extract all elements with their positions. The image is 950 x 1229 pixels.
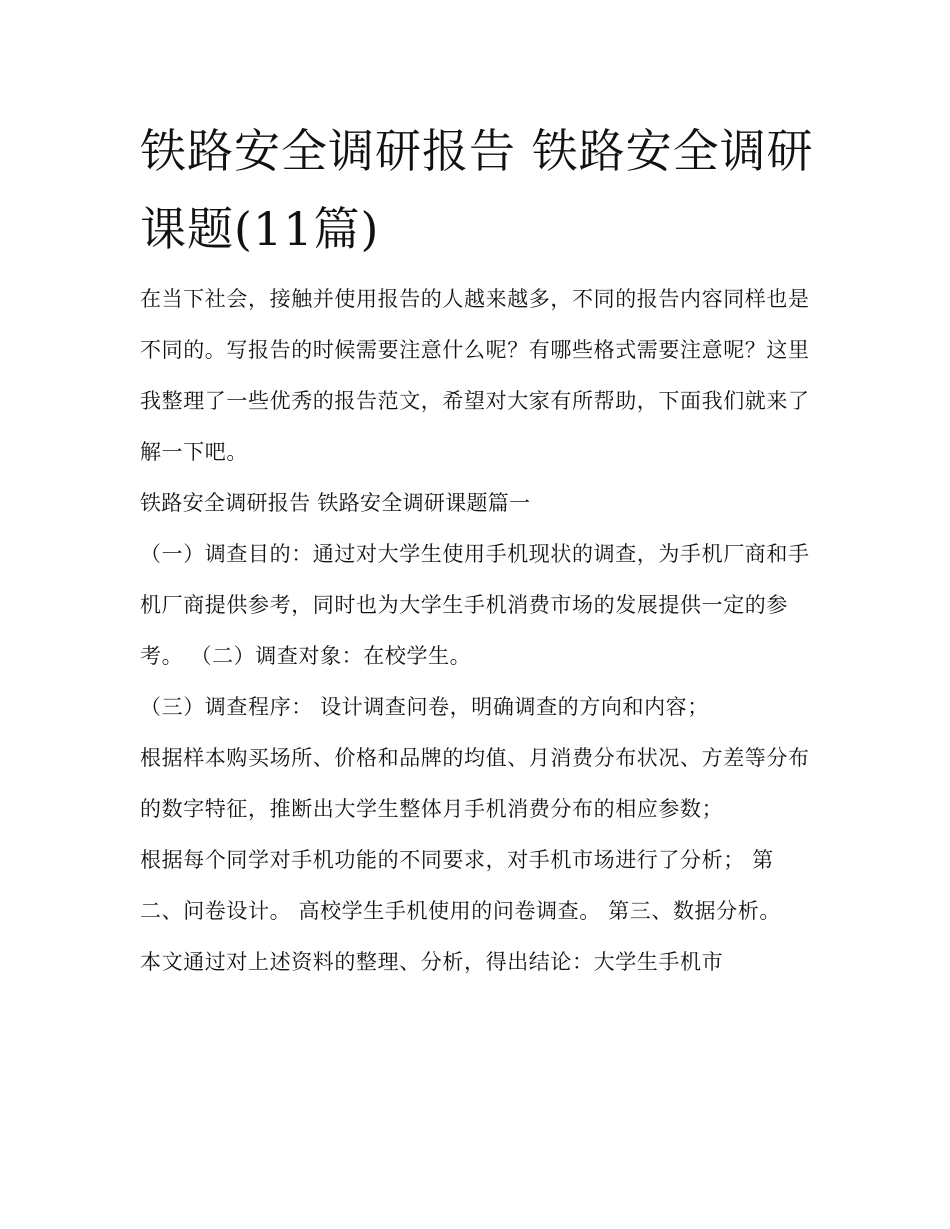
document-page — [140, 112, 815, 988]
body-paragraph: 本文通过对上述资料的整理、分析，得出结论：大学生手机市 — [140, 950, 724, 974]
body-paragraph: （一）调查目的：通过对大学生使用手机现状的调查，为手机厂商和手机厂商提供参考，同时也为大学生手机消费市场的发展提供一定的参考。 （二）调查对象：在校学生。 — [140, 542, 810, 668]
document-title: 铁路安全调研报告 铁路安全调研课题(11篇) — [140, 124, 814, 256]
body-paragraph: 根据样本购买场所、价格和品牌的均值、月消费分布状况、方差等分布的数字特征，推断出大学生整体月手机消费分布的相应参数； — [140, 746, 810, 821]
section-heading: 铁路安全调研报告 铁路安全调研课题篇一 — [140, 491, 531, 515]
body-paragraph: （三）调查程序： 设计调查问卷，明确调查的方向和内容； — [140, 695, 709, 719]
body-paragraph: 根据每个同学对手机功能的不同要求，对手机市场进行了分析； 第二、问卷设计。 高校学生手机使用的问卷调查。 第三、数据分析。 — [140, 848, 781, 923]
intro-paragraph: 在当下社会，接触并使用报告的人越来越多，不同的报告内容同样也是不同的。写报告的时候需要注意什么呢？有哪些格式需要注意呢？这里我整理了一些优秀的报告范文，希望对大家有所帮助，下面我们就来了解一下吧。 — [140, 287, 810, 464]
